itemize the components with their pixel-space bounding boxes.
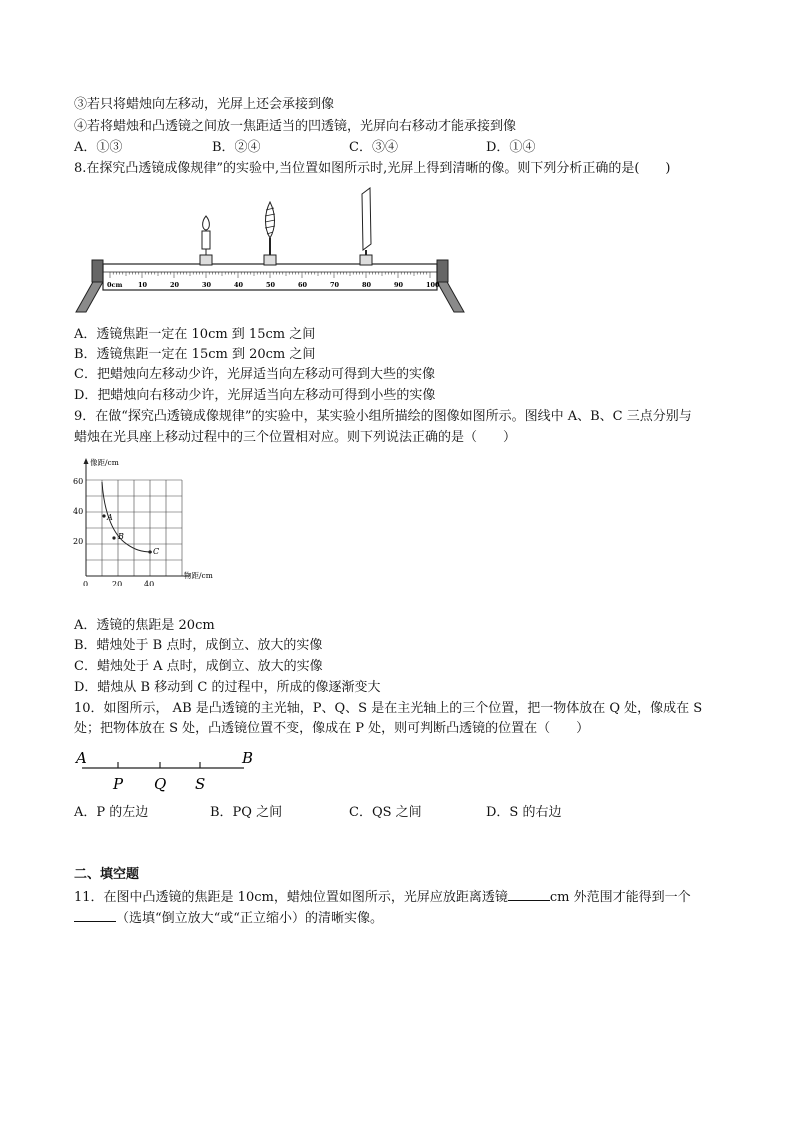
q10-option-c[interactable]: C．QS 之间 [349,805,422,820]
q7-statement-3: ③若只将蜡烛向左移动，光屏上还会承接到像 [74,97,335,112]
y-tick-60: 60 [73,477,84,486]
y-tick-40: 40 [73,507,84,516]
x-tick-40: 40 [144,580,155,586]
q11-blank-image-type[interactable] [74,908,116,922]
x-tick-20: 20 [112,580,123,586]
bench-left-leg [76,280,104,312]
q7-statement-4: ④若将蜡烛和凸透镜之间放一焦距适当的凹透镜，光屏向右移动才能承接到像 [74,119,517,134]
q8-option-c[interactable]: C．把蜡烛向左移动少许，光屏适当向左移动可得到大些的实像 [74,367,435,382]
bench-tick-label: 80 [362,281,372,289]
q9-option-b[interactable]: B．蜡烛处于 B 点时，成倒立、放大的实像 [74,638,323,653]
q9-option-a[interactable]: A．透镜的焦距是 20cm [74,618,215,633]
q8-option-d[interactable]: D．把蜡烛向右移动少许，光屏适当向左移动可得到小些的实像 [74,388,436,403]
q11-line1 [74,887,691,907]
point-a-label: A [107,513,113,522]
q7-option-d[interactable]: D．①④ [486,140,536,155]
bench-tick-label: 30 [202,281,212,289]
q10-option-d[interactable]: D．S 的右边 [486,805,562,820]
x-axis-label: 物距/cm [184,571,213,580]
convex-lens [264,202,276,265]
q9-option-d[interactable]: D．蜡烛从 B 移动到 C 的过程中，所成的像逐渐变大 [74,680,381,695]
axis-label-p: P [113,775,124,793]
x-tick-0: 0 [83,580,89,586]
q8-option-b[interactable]: B．透镜焦距一定在 15cm 到 20cm 之间 [74,347,316,362]
y-axis-label: 像距/cm [90,458,119,467]
q10-option-a[interactable]: A．P 的左边 [74,805,149,820]
q8-option-a[interactable]: A．透镜焦距一定在 10cm 到 15cm 之间 [74,327,316,342]
bench-tick-label: 100 [426,281,440,289]
bench-right-leg [436,280,464,312]
q10-stem-line2: 处；把物体放在 S 处，凸透镜位置不变，像成在 P 处，则可判断凸透镜的位置在（ ） [74,721,590,736]
q10-option-b[interactable]: B．PQ 之间 [210,805,283,820]
q11-line2 [74,908,383,928]
section-title-fill-in: 二、填空题 [74,867,140,882]
q11-text-part1: 11．在图中凸透镜的焦距是 10cm，蜡烛位置如图所示，光屏应放距离透镜 [74,890,508,905]
candle [200,216,212,265]
bench-tick-label: 20 [170,281,180,289]
q7-option-b[interactable]: B．②④ [212,140,261,155]
q11-text-part2: cm 外范围才能得到一个 [549,890,691,905]
principal-axis-figure [74,744,264,796]
q10-stem-line1: 10．如图所示， AB 是凸透镜的主光轴，P、Q、S 是在主光轴上的三个位置，把一物体放在 Q 处，像成在 S [74,701,703,716]
graph-grid [86,480,182,576]
bench-tick-label: 70 [330,281,340,289]
y-tick-20: 20 [73,537,84,546]
axis-label-q: Q [154,775,167,793]
bench-tick-label: 10 [138,281,148,289]
optical-bench-figure [74,186,469,314]
q8-stem: 8.在探究凸透镜成像规律”的实验中,当位置如图所示时,光屏上得到清晰的像。则下列分析正确的是( ) [74,161,671,176]
axis-label-s: S [195,775,206,793]
q9-stem-line1: 9．在做“探究凸透镜成像规律”的实验中，某实验小组所描绘的图像如图所示。图线中 A、B、C 三点分别与 [74,409,692,424]
q11-text-part3: （选填“倒立放大“或“正立缩小）的清晰实像。 [116,911,383,926]
q7-option-a[interactable]: A．①③ [74,140,123,155]
axis-label-b: B [242,749,254,767]
axis-label-a: A [76,749,87,767]
q7-option-c[interactable]: C．③④ [349,140,398,155]
bench-right-cap [437,260,448,282]
bench-tick-label: 90 [394,281,404,289]
light-screen [360,188,372,265]
bench-tick-label: 0cm [107,281,123,289]
q9-option-c[interactable]: C．蜡烛处于 A 点时，成倒立、放大的实像 [74,659,323,674]
image-distance-graph [68,456,228,586]
bench-tick-label: 60 [298,281,308,289]
point-c-label: C [153,547,160,556]
bench-left-cap [92,260,103,282]
q11-blank-distance[interactable] [508,887,550,901]
q9-stem-line2: 蜡烛在光具座上移动过程中的三个位置相对应。则下列说法正确的是（ ） [74,430,517,445]
point-b-label: B [118,532,124,541]
bench-tick-label: 40 [234,281,244,289]
bench-tick-label: 50 [266,281,276,289]
